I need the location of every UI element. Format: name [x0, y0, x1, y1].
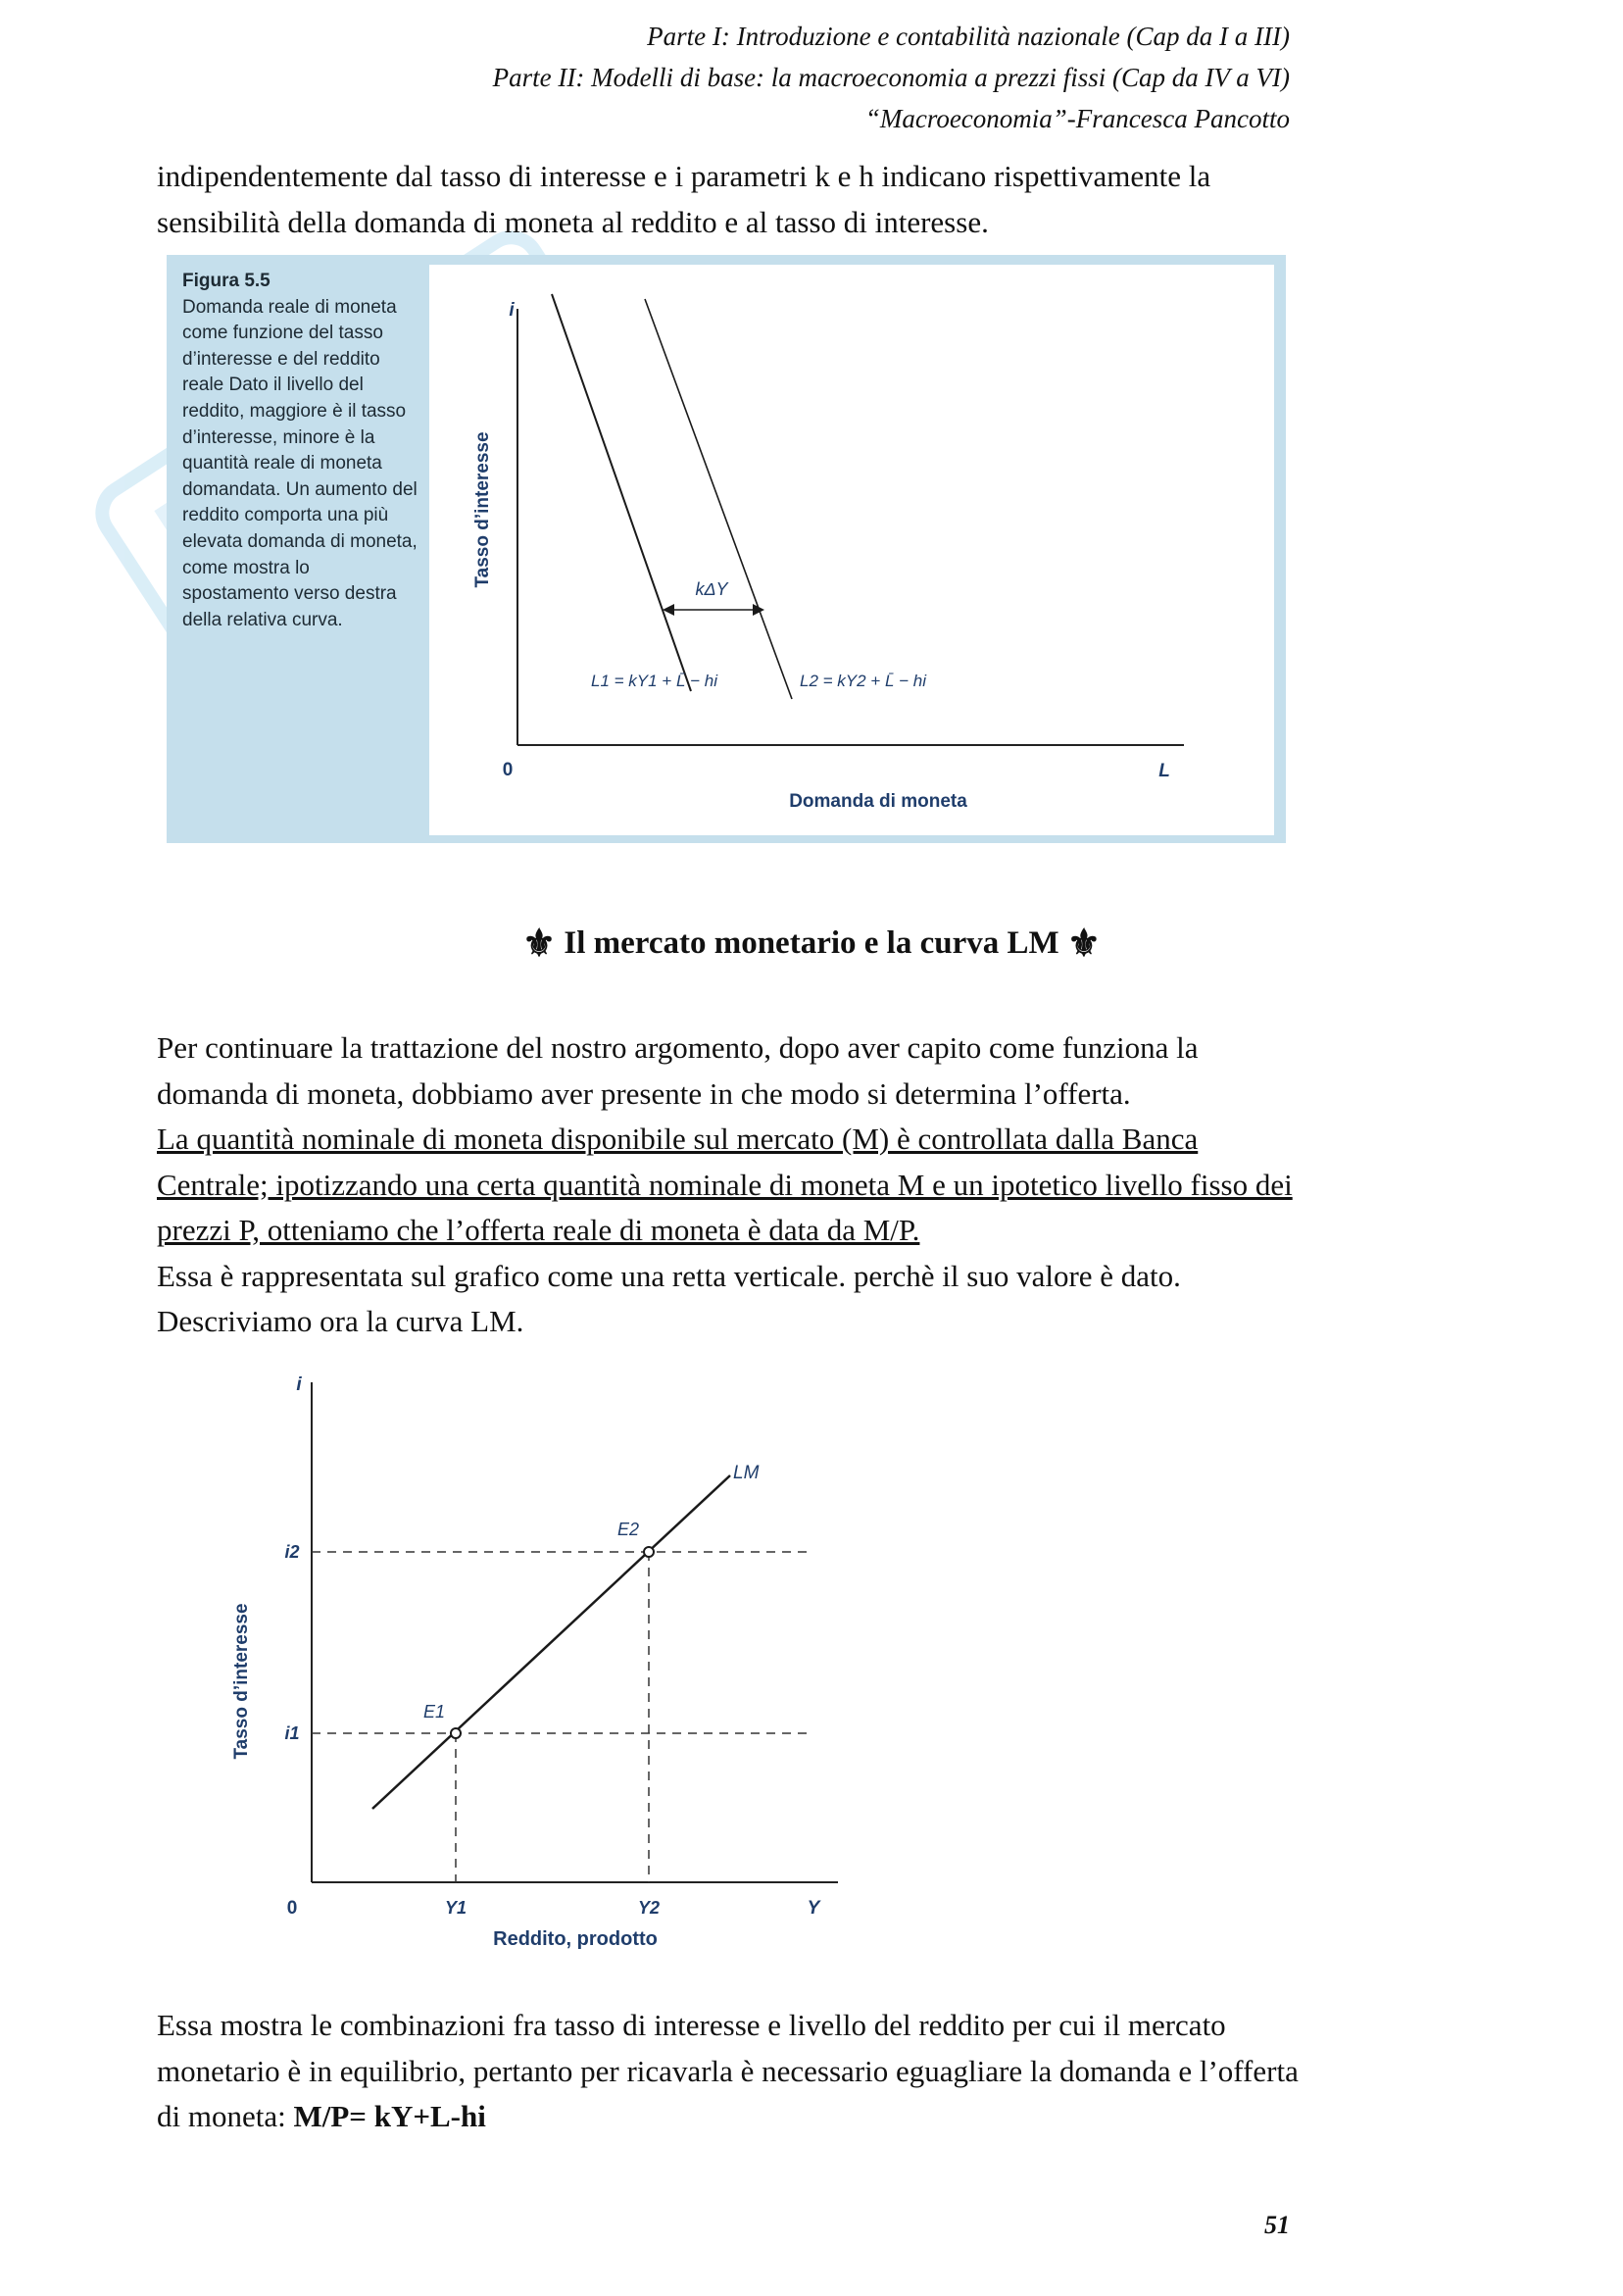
money-demand-chart	[429, 265, 1274, 835]
y-axis-label: Tasso d’interesse	[231, 1603, 252, 1760]
body-paragraph	[157, 1025, 1303, 1345]
curve-L1-label: L1 = kY1 + L̄ − hi	[591, 672, 718, 690]
body-text-3: Essa è rappresentata sul grafico come una retta verticale. perchè il suo valore è dato. Descriviamo ora la curva LM.	[157, 1258, 1181, 1338]
intro-text: indipendentemente dal tasso di interesse e i parametri k e h indicano rispettivamente la sensibilità della domanda di moneta al reddito e al tasso di interesse.	[157, 159, 1211, 239]
figure-5-5	[167, 255, 1286, 843]
body-text-1: Per continuare la trattazione del nostro argomento, dopo aver capito come funziona la domanda di moneta, dobbiamo aver presente in che modo si determina l’offerta.	[157, 1030, 1199, 1111]
conclusion-text	[157, 2003, 1303, 2140]
figure-caption-body: Domanda reale di moneta come funzione del tasso d’interesse e del reddito reale Dato il livello del reddito, maggiore è il tasso d’interesse, minore è la quantità reale di moneta domandata. Un aumento del reddito comporta una più elevata domanda di moneta, come mostra lo spostamento verso destra della relativa curva.	[182, 296, 418, 630]
section-title: Il mercato monetario e la curva LM	[564, 925, 1059, 961]
money-demand-svg	[429, 265, 1274, 835]
header-line-1: Parte I: Introduzione e contabilità nazionale (Cap da I a III)	[647, 22, 1290, 51]
x-axis-label: Reddito, prodotto	[493, 1928, 658, 1950]
origin-label: 0	[286, 1898, 298, 1919]
body-text-underlined: La quantità nominale di moneta disponibile sul mercato (M) è controllata dalla Banca Centrale; ipotizzando una certa quantità nominale di moneta M e un ipotetico livello fisso dei prezzi P, otteniamo che l’offerta reale di moneta è data da M/P.	[157, 1122, 1293, 1247]
y-axis-symbol: i	[296, 1374, 302, 1395]
money-market-formula: M/P= kY+L-hi	[293, 2099, 486, 2133]
lm-curve	[372, 1475, 730, 1809]
section-heading	[0, 922, 1623, 966]
figure-caption-title: Figura 5.5	[182, 271, 270, 291]
header-line-2: Parte II: Modelli di base: la macroeconomia a prezzi fissi (Cap da IV a VI)	[492, 63, 1290, 92]
page-number: 51	[1264, 2211, 1290, 2239]
curve-L2	[645, 299, 792, 699]
point-E2-label: E2	[617, 1520, 640, 1539]
header-line-3: “Macroeconomia”-Francesca Pancotto	[864, 104, 1290, 133]
y-axis-symbol: i	[509, 300, 515, 321]
lm-curve-figure	[216, 1363, 862, 1971]
shift-label: kΔY	[695, 579, 728, 599]
curve-L2-label: L2 = kY2 + L̄ − hi	[800, 672, 927, 690]
tick-i1: i1	[284, 1723, 300, 1743]
curve-L1	[552, 294, 691, 691]
shift-arrow-head-right	[753, 604, 764, 616]
origin-label: 0	[502, 760, 514, 780]
tick-Y2: Y2	[637, 1898, 661, 1918]
y-axis-label: Tasso d’interesse	[472, 431, 493, 588]
tick-i2: i2	[284, 1542, 300, 1562]
page-header	[493, 16, 1290, 139]
x-axis-symbol: Y	[807, 1898, 820, 1919]
fleur-de-lis-icon: ⚜	[522, 923, 557, 965]
figure-caption	[182, 269, 418, 633]
point-E1-label: E1	[423, 1702, 446, 1722]
point-E1	[451, 1728, 461, 1738]
point-E2	[644, 1547, 654, 1557]
fleur-de-lis-icon-right: ⚜	[1066, 923, 1101, 965]
conclusion-body: Essa mostra le combinazioni fra tasso di interesse e livello del reddito per cui il mercato monetario è in equilibrio, pertanto per ricavarla è necessario eguagliare la domanda e l’offerta di moneta:	[157, 2008, 1299, 2133]
x-axis-symbol: L	[1158, 761, 1170, 781]
x-axis-label: Domanda di moneta	[789, 791, 967, 812]
conclusion-paragraph	[157, 2003, 1303, 2140]
lm-label: LM	[733, 1463, 760, 1483]
lm-curve-svg	[216, 1363, 862, 1971]
intro-paragraph	[157, 154, 1303, 245]
tick-Y1: Y1	[444, 1898, 467, 1918]
